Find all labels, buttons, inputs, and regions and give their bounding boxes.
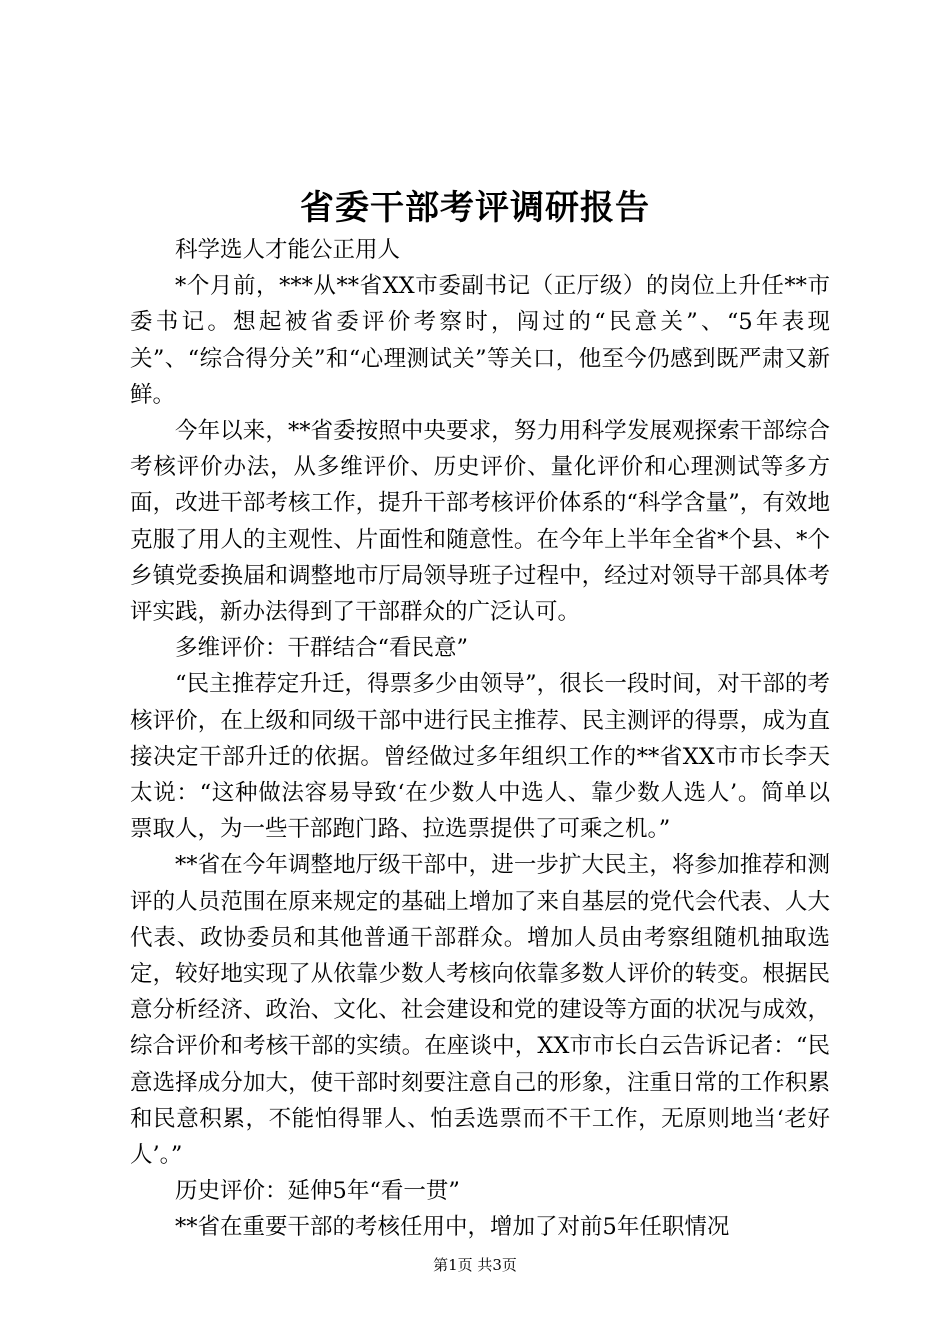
paragraph: “民主推荐定升迁，得票多少由领导”，很长一段时间，对干部的考核评价，在上级和同级干部中进行民主推荐、民主测评的得票，成为直接决定干部升迁的依据。曾经做过多年组织工作的**省XX市市长李天太说：“这种做法容易导致‘在少数人中选人、靠少数人选人’。简单以票取人，为一些干部跑门路、拉选票提供了可乘之机。” <box>130 671 830 843</box>
paragraph: 今年以来，**省委按照中央要求，努力用科学发展观探索干部综合考核评价办法，从多维评价、历史评价、量化评价和心理测试等多方面，改进干部考核工作，提升干部考核评价体系的“科学含量”，有效地克服了用人的主观性、片面性和随意性。在今年上半年全省*个县、*个乡镇党委换届和调整地市厅局领导班子过程中，经过对领导干部具体考评实践，新办法得到了干部群众的广泛认可。 <box>130 418 830 626</box>
paragraph: *个月前，***从**省XX市委副书记（正厅级）的岗位上升任**市委书记。想起被省委评价考察时，闯过的“民意关”、“5年表现关”、“综合得分关”和“心理测试关”等关口，他至今仍感到既严肃又新鲜。 <box>130 273 830 408</box>
paragraph: **省在今年调整地厅级干部中，进一步扩大民主，将参加推荐和测评的人员范围在原来规定的基础上增加了来自基层的党代会代表、人大代表、政协委员和其他普通干部群众。增加人员由考察组随机抽取选定，较好地实现了从依靠少数人考核向依靠多数人评价的转变。根据民意分析经济、政治、文化、社会建设和党的建设等方面的状况与成效，综合评价和考核干部的实绩。在座谈中，XX市市长白云告诉记者：“民意选择成分加大，使干部时刻要注意自己的形象，注重日常的工作积累和民意积累，不能怕得罪人、怕丢选票而不干工作，无原则地当‘老好人’。” <box>130 852 830 1169</box>
document-title: 省委干部考评调研报告 <box>300 188 650 228</box>
section-heading: 多维评价：干群结合“看民意” <box>175 635 469 662</box>
paragraph: **省在重要干部的考核任用中，增加了对前5年任职情况 <box>175 1214 730 1241</box>
section-heading: 历史评价：延伸5年“看一贯” <box>175 1178 460 1205</box>
document-body <box>130 232 830 1246</box>
section-subtitle: 科学选人才能公正用人 <box>175 237 401 263</box>
page-footer: 第1页 共3页 <box>433 1256 517 1274</box>
